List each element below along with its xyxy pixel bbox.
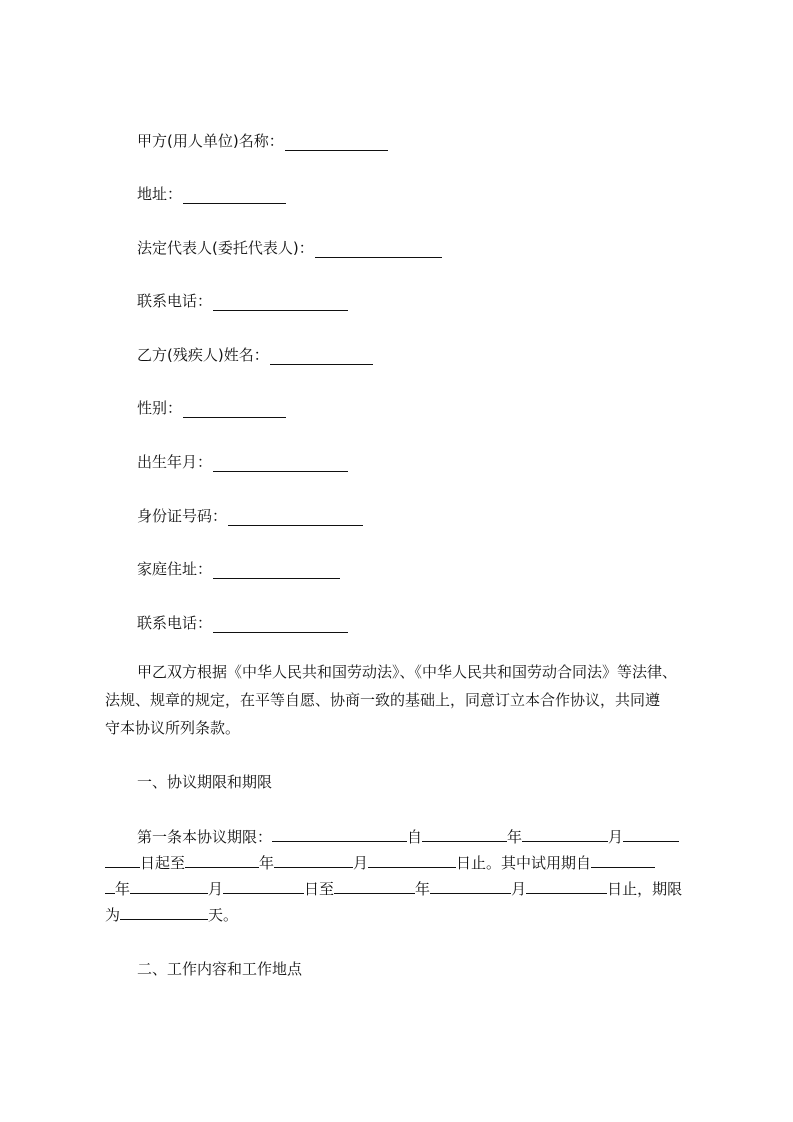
party-b-birth-label: 出生年月：	[137, 453, 213, 471]
trial-days-blank[interactable]	[120, 904, 208, 920]
party-a-legal-rep-field[interactable]	[315, 242, 442, 258]
end-year-blank[interactable]	[185, 852, 259, 868]
party-b-id-label: 身份证号码：	[137, 507, 228, 525]
start-day-blank-part1[interactable]	[623, 826, 679, 842]
party-b-gender-line	[137, 398, 286, 418]
term-blank[interactable]	[272, 826, 407, 842]
section-1-heading: 一、协议期限和期限	[137, 773, 273, 791]
party-b-name-field[interactable]	[270, 349, 373, 365]
trial-end-month-blank[interactable]	[430, 878, 511, 894]
party-a-legal-rep-label: 法定代表人(委托代表人)：	[137, 239, 314, 257]
article-1-line-3	[105, 878, 682, 899]
party-b-birth-field[interactable]	[213, 456, 348, 472]
end-month-blank[interactable]	[274, 852, 353, 868]
party-b-phone-line	[137, 613, 348, 633]
party-a-phone-field[interactable]	[213, 295, 348, 311]
party-b-phone-label: 联系电话：	[137, 614, 213, 632]
day-end-period-text: 日止，期限	[607, 880, 683, 898]
trial-end-day-blank[interactable]	[526, 878, 607, 894]
party-b-gender-label: 性别：	[137, 399, 183, 417]
party-b-id-field[interactable]	[228, 510, 363, 526]
start-month-blank[interactable]	[522, 826, 608, 842]
party-a-name-label: 甲方(用人单位)名称：	[137, 132, 284, 150]
party-a-name-field[interactable]	[285, 135, 388, 151]
party-a-legal-rep-line	[137, 238, 442, 258]
party-a-address-field[interactable]	[183, 188, 286, 204]
month-text-1: 月	[608, 828, 624, 846]
section-2-heading: 二、工作内容和工作地点	[137, 960, 303, 978]
party-b-birth-line	[137, 452, 348, 472]
intro-paragraph-line-3: 守本协议所列条款。	[105, 719, 241, 737]
start-day-blank-part2[interactable]	[105, 852, 140, 868]
party-b-id-line	[137, 506, 363, 526]
article-1-line-2	[105, 852, 655, 873]
trial-start-year-blank-part1[interactable]	[591, 852, 655, 868]
start-year-blank[interactable]	[422, 826, 507, 842]
party-b-name-line	[137, 345, 373, 365]
month-text-4: 月	[511, 880, 527, 898]
party-a-address-label: 地址：	[137, 185, 183, 203]
year-text-2: 年	[259, 854, 275, 872]
party-b-home-address-line	[137, 559, 340, 579]
party-a-name-line	[137, 131, 388, 151]
trial-end-year-blank[interactable]	[334, 878, 415, 894]
article-1-line-1	[137, 826, 679, 847]
day-to-text-2: 日至	[304, 880, 335, 898]
party-b-gender-field[interactable]	[183, 402, 286, 418]
day-to-text: 日起至	[140, 854, 186, 872]
trial-start-month-blank[interactable]	[130, 878, 208, 894]
intro-paragraph-line-1: 甲乙双方根据《中华人民共和国劳动法》、《中华人民共和国劳动合同法》等法律、	[137, 663, 678, 681]
from-text: 自	[407, 828, 423, 846]
party-b-home-address-label: 家庭住址：	[137, 560, 213, 578]
day-end-trial-text: 日止。其中试用期自	[456, 854, 592, 872]
trial-start-year-blank-part2[interactable]	[105, 878, 115, 894]
party-a-phone-line	[137, 291, 348, 311]
year-text-4: 年	[415, 880, 431, 898]
article-1-prefix: 第一条本协议期限：	[137, 828, 273, 846]
article-1-line-4	[105, 904, 238, 925]
month-text-2: 月	[353, 854, 369, 872]
for-text: 为	[105, 906, 121, 924]
party-b-home-address-field[interactable]	[213, 563, 340, 579]
year-text-3: 年	[115, 880, 131, 898]
intro-paragraph-line-2: 法规、规章的规定，在平等自愿、协商一致的基础上，同意订立本合作协议，共同遵	[105, 691, 661, 709]
trial-start-day-blank[interactable]	[223, 878, 304, 894]
party-b-phone-field[interactable]	[213, 617, 348, 633]
party-b-name-label: 乙方(残疾人)姓名：	[137, 346, 269, 364]
party-a-phone-label: 联系电话：	[137, 292, 213, 310]
days-text: 天。	[208, 906, 239, 924]
end-day-blank[interactable]	[368, 852, 456, 868]
year-text-1: 年	[507, 828, 523, 846]
month-text-3: 月	[208, 880, 224, 898]
party-a-address-line	[137, 184, 286, 204]
